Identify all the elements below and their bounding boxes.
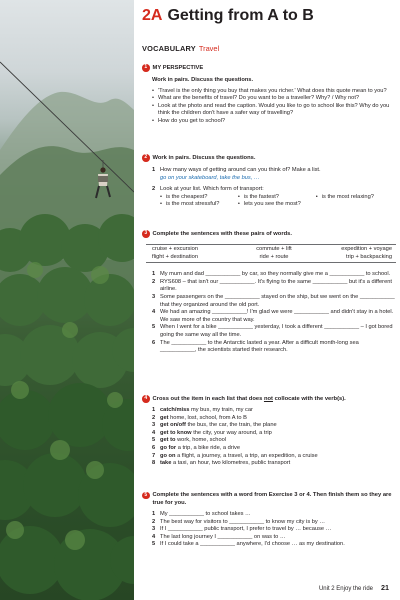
verb: go for	[160, 444, 177, 451]
item-number: 2	[152, 414, 156, 421]
transport-options	[142, 194, 396, 209]
vocabulary-topic: Travel	[198, 44, 220, 53]
list-item	[152, 519, 396, 527]
word-pair: cruise + excursion	[152, 246, 198, 252]
list-item	[152, 340, 396, 355]
list-item: • What are the benefits of travel? Do you want to be a traveller? Why? / Why not?	[152, 95, 396, 103]
sentence-text: The last long journey I ___________ on was to …	[160, 533, 286, 540]
jungle-zipline-illustration	[0, 0, 134, 600]
list-item: • How do you get to school?	[152, 118, 396, 126]
word-pair: expedition + voyage	[341, 246, 392, 252]
list-item	[152, 534, 396, 542]
list-item	[152, 511, 396, 519]
word-pair: commute + lift	[256, 246, 292, 252]
title-part: collocate with the verb(s).	[272, 396, 346, 402]
sentence-text: The best way for visitors to ___________ to know my city is by …	[160, 518, 326, 525]
list-item: • Look at the photo and read the caption. Would you like to go to school like this? Why do you think the children don't have a safer way of travelling?	[152, 103, 396, 118]
exercise-instruction: Work in pairs. Discuss the questions.	[152, 77, 254, 83]
list-item: • 'Travel is the only thing you buy that makes you richer.' What does this quote mean to you?	[152, 88, 396, 96]
item-number: 3	[152, 293, 156, 300]
item-number: 5	[152, 541, 156, 548]
exercise-title: Work in pairs. Discuss the questions.	[152, 155, 256, 161]
exercise-number: 4	[142, 395, 150, 403]
item-number: 6	[152, 339, 156, 346]
exercise-5	[142, 491, 396, 549]
exercise-number: 2	[142, 154, 150, 162]
example-answer: go on your skateboard, take the bus, …	[160, 174, 260, 181]
list-item	[152, 430, 396, 438]
exercise-number: 1	[142, 64, 150, 72]
item-number: 1	[152, 167, 156, 173]
page-number: 21	[381, 583, 389, 592]
exercise-title: MY PERSPECTIVE	[152, 65, 204, 71]
list-item	[152, 415, 396, 423]
sentence-text: RYS608 – that isn't our ___________. It's flying to the same ___________ but it's a different airline.	[160, 278, 392, 293]
item-text: a taxi, an hour, two kilometres, public transport	[171, 460, 291, 467]
word-pair: trip + backpacking	[346, 253, 392, 260]
sentence-text: My mum and dad ___________ by car, so they normally give me a ___________ to school.	[160, 271, 391, 278]
title-part: Cross out the item in each list that does	[152, 396, 264, 402]
verb: take	[160, 460, 172, 467]
list-item	[152, 279, 396, 294]
sentence-text: We had an amazing ___________! I'm glad we were ___________ and didn't stay in a hotel. We saw more of the country that way.	[160, 309, 394, 323]
sentence-text: My ___________ to school takes …	[160, 511, 251, 517]
option: • is the fastest?	[238, 194, 316, 202]
list-item	[152, 309, 396, 324]
item-text: a flight, a journey, a travel, a trip, an expedition, a cruise	[175, 452, 318, 459]
list-item	[152, 460, 396, 468]
item-number: 4	[152, 309, 156, 316]
item-number: 3	[152, 526, 156, 533]
item-number: 6	[152, 444, 156, 451]
list-item	[152, 422, 396, 430]
item-number: 2	[152, 518, 156, 525]
list-item	[152, 453, 396, 461]
sentence-text: When I went for a bike ___________ yesterday, I took a different ___________ – I got bored going the same way all the time.	[160, 324, 393, 338]
option: • is the cheapest?	[160, 194, 238, 202]
sentence-text: The ___________ to the Antarctic lasted a year. After a difficult month-long sea ___________, the scientists started their research.	[160, 339, 359, 354]
exercise-title: Complete the sentences with these pairs of words.	[152, 231, 292, 237]
exercise-4	[142, 395, 396, 468]
exercise-number: 3	[142, 230, 150, 238]
zipline-photo	[0, 0, 134, 600]
verb: get to	[160, 437, 176, 444]
vocabulary-label: VOCABULARY	[142, 44, 196, 53]
question-list	[142, 88, 396, 126]
question-list	[142, 167, 396, 194]
exercise-number: 5	[142, 492, 150, 500]
list-item	[152, 324, 396, 339]
item-text: the bus, the car, the train, the plane	[185, 422, 277, 429]
sentence-text: If I could take a ___________ anywhere, I'd choose … as my destination.	[160, 541, 345, 548]
item-text: work, home, school	[175, 437, 227, 444]
verb: get to know	[160, 429, 192, 436]
list-item	[152, 526, 396, 534]
unit-code: 2A	[142, 7, 163, 24]
verb: get on/off	[160, 422, 186, 429]
option: • is the most relaxing?	[316, 194, 394, 202]
exercise-1	[142, 64, 396, 126]
list-item	[152, 407, 396, 415]
page-title	[142, 7, 314, 25]
unit-title: Getting from A to B	[167, 7, 314, 24]
list-item	[152, 437, 396, 445]
item-number: 4	[152, 429, 156, 436]
list-item	[152, 186, 396, 194]
verb: catch/miss	[160, 407, 190, 413]
list-item	[152, 445, 396, 453]
question-text: How many ways of getting around can you think of? Make a list.	[160, 167, 321, 173]
item-number: 4	[152, 533, 156, 540]
verb: go on	[160, 452, 176, 459]
exercise-2	[142, 154, 396, 209]
word-pairs-box	[146, 244, 396, 263]
sentence-list	[142, 511, 396, 549]
item-text: my bus, my train, my car	[189, 407, 253, 413]
list-item	[152, 541, 396, 549]
list-item	[152, 271, 396, 279]
item-number: 2	[152, 186, 156, 193]
item-number: 2	[152, 278, 156, 285]
item-number: 8	[152, 460, 156, 467]
item-number: 3	[152, 422, 156, 429]
item-text: a trip, a bike ride, a drive	[176, 444, 240, 451]
title-emphasis: not	[263, 396, 273, 402]
word-pair: flight + destination	[152, 253, 199, 260]
item-text: home, lost, school, from A to B	[168, 414, 247, 421]
item-number: 5	[152, 324, 156, 331]
sentence-text: If I ___________ public transport, I prefer to travel by … because …	[160, 526, 332, 533]
option: • lets you see the most?	[238, 201, 316, 209]
word-pair: ride + route	[259, 253, 289, 260]
question-text: Look at your list. Which form of transport:	[160, 186, 264, 193]
sentence-text: Some passengers on the ___________ stayed on the ship, but we went on the ___________ that they organized around the old port.	[160, 293, 395, 308]
item-number: 1	[152, 407, 156, 413]
page-footer	[319, 583, 389, 592]
item-number: 1	[152, 271, 156, 278]
exercise-title: Complete the sentences with a word from Exercise 3 or 4. Then finish them so they are true for you.	[152, 492, 392, 506]
list-item	[152, 167, 396, 182]
item-number: 1	[152, 511, 156, 517]
option: • is the most stressful?	[160, 201, 238, 209]
footer-unit-label: Unit 2 Enjoy the ride	[318, 586, 373, 592]
list-item	[152, 294, 396, 309]
sentence-list	[142, 271, 396, 355]
lesson-content	[139, 0, 397, 600]
item-number: 5	[152, 437, 156, 444]
verb: get	[160, 414, 169, 421]
exercise-3	[142, 230, 396, 355]
item-number: 7	[152, 452, 156, 459]
item-text: the city, your way around, a trip	[191, 429, 272, 436]
vocabulary-heading	[142, 44, 219, 53]
collocation-list	[142, 407, 396, 468]
exercise-title	[153, 395, 346, 403]
